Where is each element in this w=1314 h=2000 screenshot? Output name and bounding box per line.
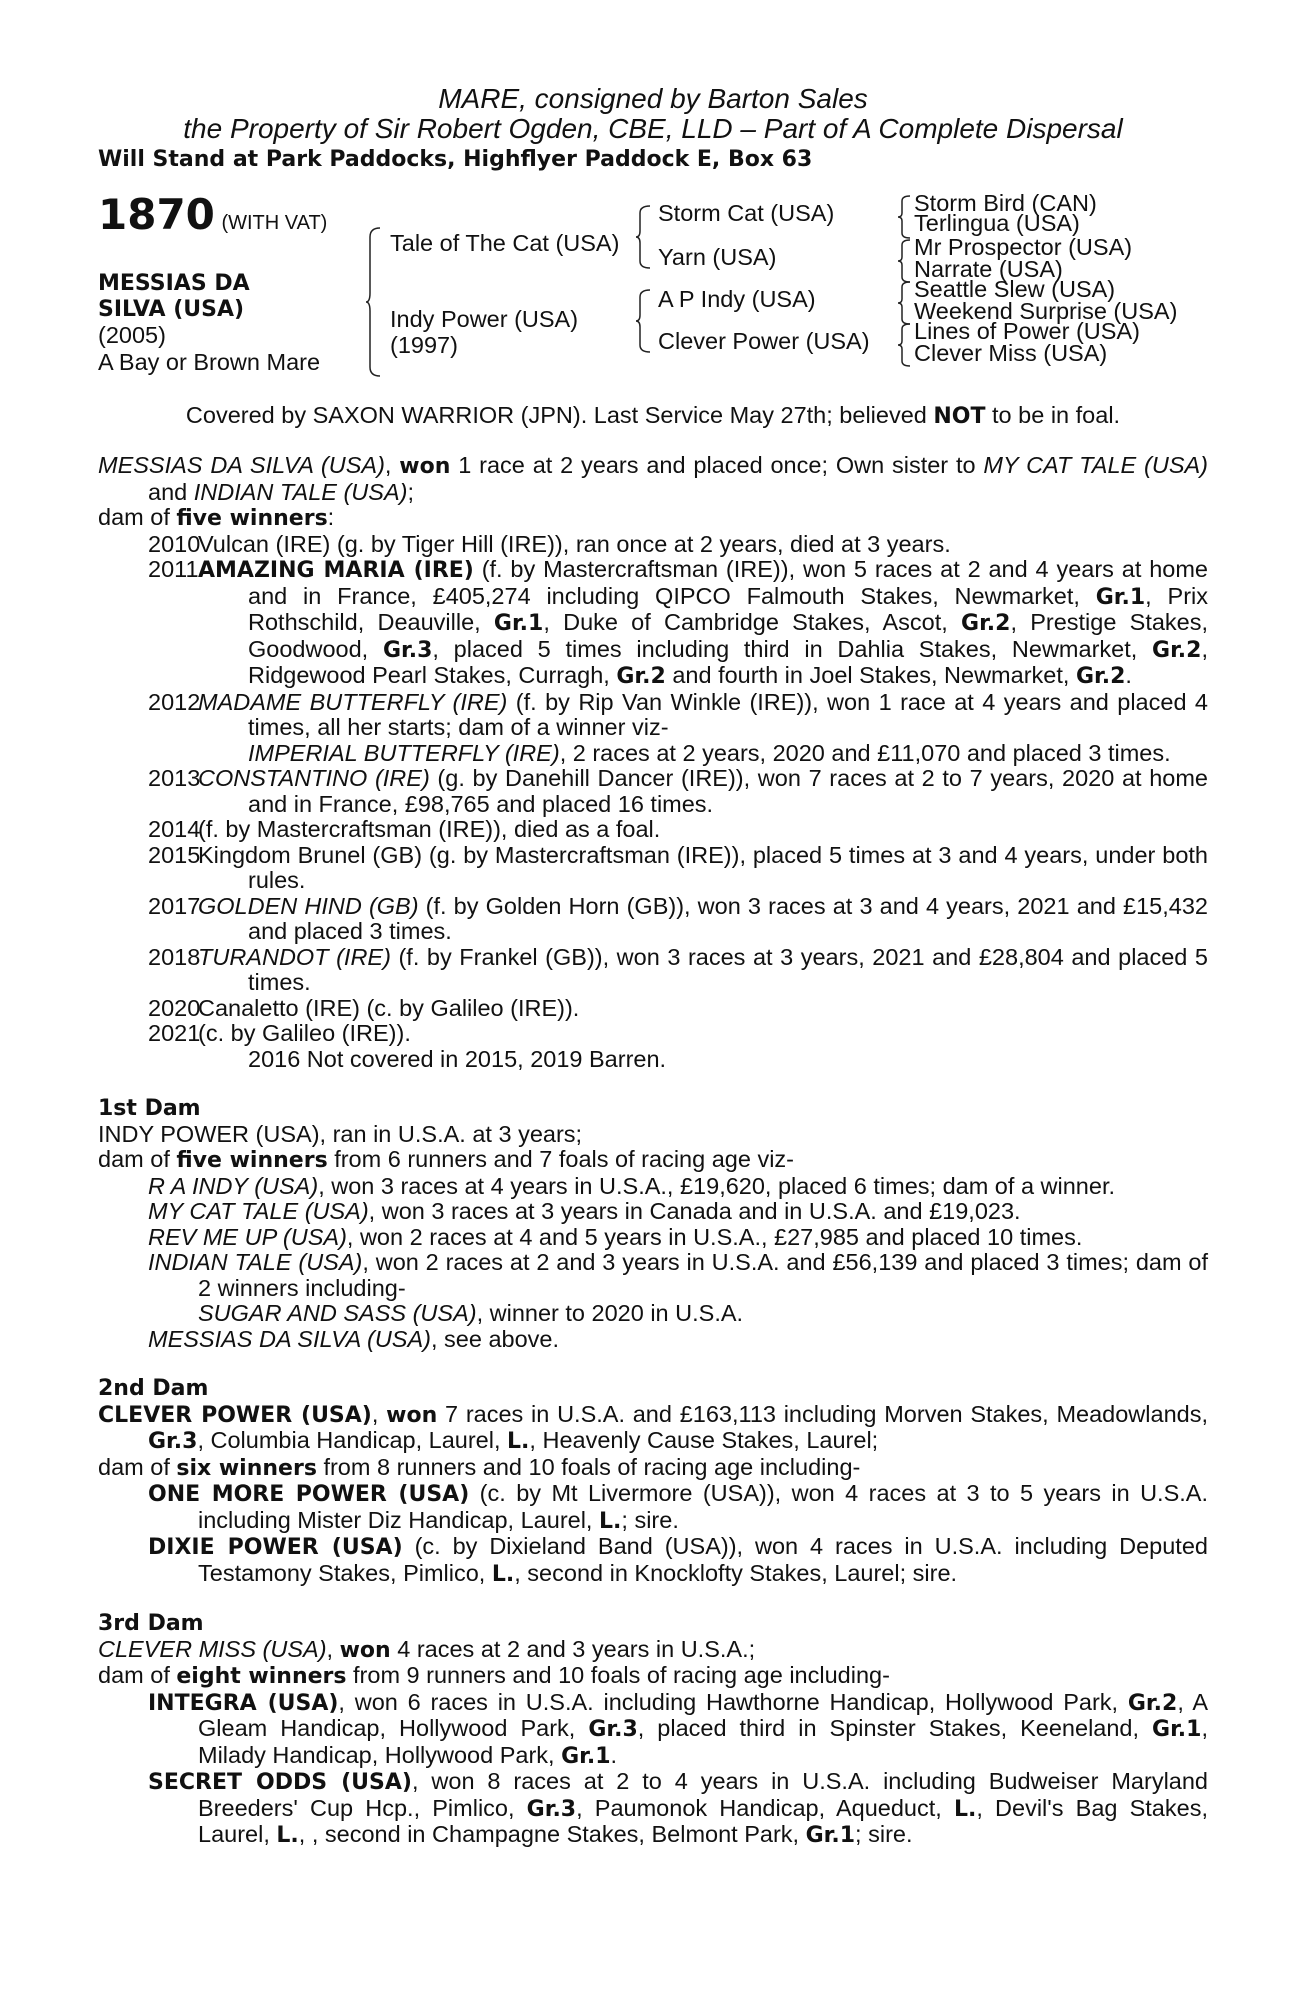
- race-grade: Gr.3: [148, 1429, 198, 1454]
- lot-number: 1870: [98, 189, 215, 239]
- covering-note: Covered by SAXON WARRIOR (JPN). Last Service May 27th; believed NOT to be in foal.: [185, 401, 1121, 429]
- second-dam-record: CLEVER POWER (USA), won 7 races in U.S.A. and £163,113 including Morven Stakes, Meadowlands, Gr.3, Columbia Handicap, Laurel, L., Heavenly Cause Stakes, Laurel;: [98, 1400, 1208, 1454]
- dam-dam: Clever Power (USA): [658, 327, 870, 354]
- brace-ss: [898, 195, 912, 239]
- progeny-item: INTEGRA (USA), won 6 races in U.S.A. including Hawthorne Handicap, Hollywood Park, Gr.2, A Gleam Handicap, Hollywood Park, Gr.3, placed third in Spinster Stakes, Keeneland, Gr.1, Milady Handicap, Hollywood Park, Gr.1.: [148, 1688, 1208, 1769]
- vat-label: (WITH VAT): [221, 211, 328, 234]
- sire-sire-dam: Terlingua (USA): [914, 209, 1080, 236]
- progeny-item: ONE MORE POWER (USA) (c. by Mt Livermore (USA)), won 4 races at 3 to 5 years in U.S.A. including Mister Diz Handicap, Laurel, L.; sire.: [148, 1480, 1208, 1534]
- sire: Tale of The Cat (USA): [390, 229, 620, 256]
- produce-year: 2020: [148, 994, 201, 1021]
- pedigree-table: [98, 189, 1208, 423]
- second-dam-dam-of: dam of six winners from 8 runners and 10 foals of racing age including-: [98, 1453, 861, 1481]
- race-grade: L.: [491, 1561, 515, 1587]
- produce-row: [98, 532, 1208, 558]
- first-dam-last: MESSIAS DA SILVA (USA), see above.: [148, 1325, 560, 1352]
- produce-year: 2015: [148, 841, 201, 868]
- horse-name-line2: SILVA (USA): [98, 296, 245, 322]
- horse-year: (2005): [98, 321, 166, 348]
- second-dam-section: [98, 1376, 1208, 1587]
- sire-sire: Storm Cat (USA): [658, 199, 835, 226]
- sire-sire-sire: Storm Bird (CAN): [914, 189, 1097, 216]
- race-grade: Gr.2: [961, 611, 1011, 636]
- lot-number-line: [98, 189, 328, 239]
- mare-race-record: MESSIAS DA SILVA (USA), won 1 race at 2 years and placed once; Own sister to MY CAT TALE (USA) and INDIAN TALE (USA);: [98, 452, 1209, 505]
- produce-year: 2013: [148, 765, 201, 791]
- brace-dam: [636, 289, 652, 353]
- header-consignor: MARE, consigned by Barton Sales: [438, 83, 868, 114]
- first-dam-section: [98, 1096, 1208, 1352]
- horse-name: Kingdom Brunel (GB): [198, 841, 423, 868]
- race-grade: Gr.1: [805, 1823, 856, 1848]
- race-grade: Gr.3: [588, 1717, 638, 1742]
- header-property: the Property of Sir Robert Ogden, CBE, LLD – Part of A Complete Dispersal: [183, 113, 1123, 144]
- second-dam-title: 2nd Dam: [98, 1376, 209, 1401]
- produce-year: 2017: [148, 892, 201, 919]
- sire-dam-dam: Narrate (USA): [914, 255, 1063, 282]
- horse-name-line1: MESSIAS DA: [98, 270, 250, 296]
- horse-name: DIXIE POWER (USA): [148, 1535, 403, 1560]
- dam: Indy Power (USA): [390, 305, 579, 332]
- race-grade: Gr.3: [382, 637, 433, 663]
- produce-text: TURANDOT (IRE) (f. by Frankel (GB)), won 3 races at 3 years, 2021 and £28,804 and placed 5 times.: [198, 943, 1208, 995]
- sire-dam-sire: Mr Prospector (USA): [914, 233, 1133, 260]
- produce-text: (f. by Mastercraftsman (IRE)), died as a foal.: [198, 816, 661, 842]
- produce-row: [98, 843, 1208, 894]
- horse-description: A Bay or Brown Mare: [98, 348, 321, 375]
- progeny-item: REV ME UP (USA), won 2 races at 4 and 5 years in U.S.A., £27,985 and placed 10 times.: [148, 1223, 1083, 1250]
- horse-name: GOLDEN HIND (GB): [198, 892, 419, 919]
- third-dam-progeny: [98, 1690, 1208, 1849]
- mare-record: [98, 453, 1208, 1072]
- race-grade: Gr.1: [1095, 584, 1146, 610]
- produce-year: 2011: [148, 556, 199, 582]
- dam-sire-sire: Seattle Slew (USA): [914, 275, 1116, 302]
- progeny-item: SECRET ODDS (USA), won 8 races at 2 to 4 years in U.S.A. including Budweiser Maryland Breeders' Cup Hcp., Pimlico, Gr.3, Paumonok Handicap, Aqueduct, L., Devil's Bag Stakes, Laurel, L., , second in Champagne Stakes, Belmont Park, Gr.1; sire.: [148, 1768, 1209, 1848]
- progeny-item: R A INDY (USA), won 3 races at 4 years in U.S.A., £19,620, placed 6 times; dam of a winner.: [148, 1172, 1115, 1199]
- produce-year: 2010: [148, 530, 201, 557]
- sire-dam: Yarn (USA): [658, 243, 777, 270]
- race-grade: Gr.1: [493, 611, 544, 636]
- progeny-item: MY CAT TALE (USA), won 3 races at 3 years in Canada and in U.S.A. and £19,023.: [148, 1198, 1021, 1224]
- produce-row: [98, 690, 1208, 741]
- dam-sire: A P Indy (USA): [658, 285, 816, 312]
- produce-text: Vulcan (IRE) (g. by Tiger Hill (IRE)), ran once at 2 years, died at 3 years.: [198, 530, 951, 557]
- third-dam-title: 3rd Dam: [98, 1611, 204, 1636]
- produce-row: [98, 945, 1208, 996]
- horse-name: REV ME UP (USA): [148, 1223, 347, 1250]
- produce-note: 2016 Not covered in 2015, 2019 Barren.: [248, 1045, 667, 1072]
- race-grade: L.: [953, 1796, 977, 1822]
- race-grade: Gr.2: [616, 664, 666, 689]
- horse-name: IMPERIAL BUTTERFLY (IRE): [248, 739, 560, 766]
- race-grade: Gr.1: [561, 1743, 611, 1769]
- brace-gen1: [366, 227, 382, 377]
- first-dam-progeny: [98, 1174, 1208, 1302]
- first-dam-grandchild: SUGAR AND SASS (USA), winner to 2020 in U.S.A.: [198, 1300, 744, 1326]
- horse-name: AMAZING MARIA (IRE): [198, 558, 474, 583]
- mare-dam-of: dam of five winners:: [98, 504, 335, 531]
- produce-text: Canaletto (IRE) (c. by Galileo (IRE)).: [198, 994, 580, 1021]
- produce-year: 2018: [148, 943, 201, 970]
- brace-ds: [898, 281, 912, 325]
- catalogue-page: [98, 84, 1208, 1849]
- horse-name: R A INDY (USA): [148, 1172, 319, 1199]
- brace-sd: [898, 239, 912, 283]
- horse-name: INDIAN TALE (USA): [148, 1249, 363, 1275]
- progeny-item: DIXIE POWER (USA) (c. by Dixieland Band (USA)), won 4 races in U.S.A. including Deputed Testamony Stakes, Pimlico, L., second in Knocklofty Stakes, Laurel; sire.: [148, 1533, 1208, 1587]
- produce-row: [98, 894, 1208, 945]
- horse-name: INTEGRA (USA): [148, 1690, 339, 1716]
- produce-row: [98, 996, 1208, 1022]
- brace-sire: [636, 205, 652, 269]
- first-dam-record: INDY POWER (USA), ran in U.S.A. at 3 years;: [98, 1120, 583, 1147]
- produce-list: [98, 532, 1208, 1073]
- produce-text: GOLDEN HIND (GB) (f. by Golden Horn (GB)), won 3 races at 3 and 4 years, 2021 and £15,432 and placed 3 times.: [198, 892, 1208, 944]
- produce-row: [98, 766, 1208, 817]
- produce-text: Kingdom Brunel (GB) (g. by Mastercraftsman (IRE)), placed 5 times at 3 and 4 years, under both rules.: [198, 841, 1208, 893]
- progeny-item: INDIAN TALE (USA), won 2 races at 2 and 3 years in U.S.A. and £56,139 and placed 3 times; dam of 2 winners including-: [148, 1249, 1209, 1301]
- produce-year: 2014: [148, 816, 201, 842]
- horse-name: MADAME BUTTERFLY (IRE): [198, 688, 508, 715]
- produce-text: AMAZING MARIA (IRE) (f. by Mastercraftsman (IRE)), won 5 races at 2 and 4 years at home and in France, £405,274 including QIPCO Falmouth Stakes, Newmarket, Gr.1, Prix Rothschild, Deauville, Gr.1, Duke of Cambridge Stakes, Ascot, Gr.2, Prestige Stakes, Goodwood, Gr.3, placed 5 times including third in Dahlia Stakes, Newmarket, Gr.2, Ridgewood Pearl Stakes, Curragh, Gr.2 and fourth in Joel Stakes, Newmarket, Gr.2.: [198, 556, 1209, 689]
- dam-dam-sire: Lines of Power (USA): [914, 317, 1140, 344]
- produce-text: CONSTANTINO (IRE) (g. by Danehill Dancer (IRE)), won 7 races at 2 to 7 years, 2020 at home and in France, £98,765 and placed 16 times.: [198, 765, 1209, 817]
- race-grade: Gr.2: [1075, 664, 1126, 689]
- produce-text: (c. by Galileo (IRE)).: [198, 1020, 411, 1046]
- horse-name: CONSTANTINO (IRE): [198, 765, 430, 791]
- race-grade: L.: [507, 1429, 530, 1454]
- produce-year: 2021: [148, 1020, 201, 1046]
- produce-row: [98, 557, 1208, 690]
- produce-text: MADAME BUTTERFLY (IRE) (f. by Rip Van Winkle (IRE)), won 1 race at 4 years and placed 4 times, all her starts; dam of a winner viz-: [198, 688, 1209, 740]
- race-grade: L.: [276, 1823, 299, 1848]
- dam-dam-dam: Clever Miss (USA): [914, 339, 1108, 366]
- horse-name: ONE MORE POWER (USA): [148, 1482, 470, 1507]
- dam-sire-dam: Weekend Surprise (USA): [914, 297, 1178, 324]
- race-grade: Gr.1: [1152, 1717, 1202, 1742]
- produce-row: [98, 817, 1208, 843]
- horse-name: TURANDOT (IRE): [198, 943, 391, 970]
- race-grade: Gr.3: [526, 1796, 577, 1822]
- horse-name: SECRET ODDS (USA): [148, 1770, 412, 1795]
- second-dam-progeny: [98, 1481, 1208, 1587]
- horse-name: Canaletto (IRE): [198, 994, 360, 1021]
- produce-grandchild: IMPERIAL BUTTERFLY (IRE), 2 races at 2 years, 2020 and £11,070 and placed 3 times.: [248, 739, 1171, 766]
- third-dam-dam-of: dam of eight winners from 9 runners and 10 foals of racing age including-: [98, 1662, 890, 1689]
- first-dam-title: 1st Dam: [98, 1096, 201, 1121]
- horse-name: MY CAT TALE (USA): [148, 1198, 369, 1224]
- produce-row: [98, 1021, 1208, 1047]
- third-dam-record: CLEVER MISS (USA), won 4 races at 2 and 3 years in U.S.A.;: [98, 1635, 756, 1663]
- race-grade: L.: [599, 1508, 622, 1534]
- race-grade: Gr.2: [1152, 637, 1202, 663]
- header-stand: Will Stand at Park Paddocks, Highflyer Paddock E, Box 63: [98, 147, 813, 172]
- first-dam-dam-of: dam of five winners from 6 runners and 7 foals of racing age viz-: [98, 1146, 794, 1173]
- brace-dd: [898, 323, 912, 367]
- dam-year: (1997): [390, 331, 458, 358]
- third-dam-section: [98, 1611, 1208, 1849]
- produce-year: 2012: [148, 688, 201, 715]
- horse-name: Vulcan (IRE): [198, 530, 331, 557]
- race-grade: Gr.2: [1127, 1690, 1178, 1716]
